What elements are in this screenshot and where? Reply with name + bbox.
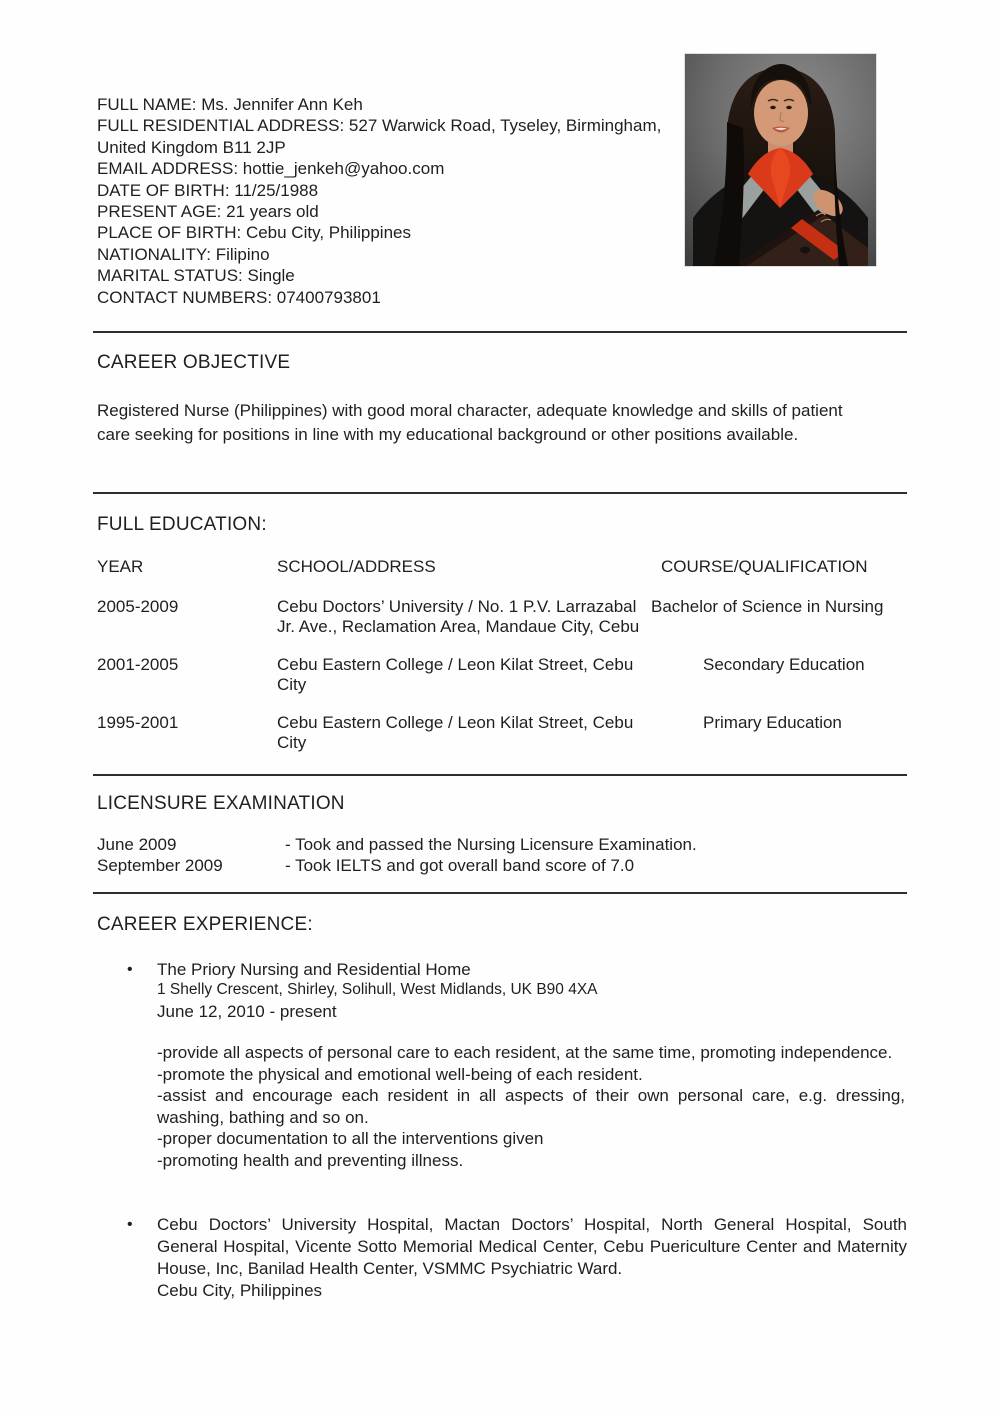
education-row (97, 597, 909, 637)
education-course: Bachelor of Science in Nursing (651, 597, 884, 616)
education-col-header-school: SCHOOL/ADDRESS (277, 557, 436, 576)
duty-item: -promoting health and preventing illness. (157, 1150, 464, 1170)
email-line: EMAIL ADDRESS: hottie_jenkeh@yahoo.com (97, 159, 445, 179)
education-course: Secondary Education (703, 655, 865, 674)
career-experience-title: CAREER EXPERIENCE: (97, 914, 313, 935)
education-row (97, 713, 909, 753)
marital-status-line: MARITAL STATUS: Single (97, 266, 295, 286)
contact-numbers-line: CONTACT NUMBERS: 07400793801 (97, 287, 381, 307)
education-row (97, 655, 909, 695)
bullet-icon: • (127, 1216, 133, 1233)
personal-info-section (97, 94, 677, 308)
licensure-list (97, 835, 909, 876)
age-line: PRESENT AGE: 21 years old (97, 202, 319, 222)
section-divider (93, 492, 907, 494)
bullet-icon: • (127, 961, 133, 978)
education-year: 2005-2009 (97, 597, 179, 616)
career-objective-title: CAREER OBJECTIVE (97, 352, 291, 373)
full-name-line: FULL NAME: Ms. Jennifer Ann Keh (97, 95, 363, 114)
education-year: 1995-2001 (97, 713, 179, 732)
job-period: June 12, 2010 - present (157, 1002, 337, 1021)
duty-item: -assist and encourage each resident in all aspects of their own personal care, e.g. dressing, washing, bathing and so on. (157, 1086, 905, 1127)
licensure-description: - Took IELTS and got overall band score of 7.0 (285, 855, 635, 875)
licensure-date: September 2009 (97, 855, 223, 875)
job-name: The Priory Nursing and Residential Home (157, 960, 471, 979)
education-school: Cebu Eastern College / Leon Kilat Street, Cebu City (277, 655, 634, 694)
section-divider (93, 892, 907, 894)
graduate-photo (684, 53, 877, 267)
education-col-header-year: YEAR (97, 557, 144, 576)
duty-item: -provide all aspects of personal care to each resident, at the same time, promoting independence. (157, 1043, 893, 1062)
graduate-photo-illustration (685, 54, 876, 266)
licensure-item (97, 856, 909, 877)
job-duties (157, 1042, 905, 1172)
licensure-title: LICENSURE EXAMINATION (97, 793, 345, 814)
job-address: 1 Shelly Crescent, Shirley, Solihull, West Midlands, UK B90 4XA (157, 981, 598, 998)
job-name: Cebu Doctors’ University Hospital, Mactan Doctors’ Hospital, North General Hospital, South General Hospital, Vicente Sotto Memorial Medical Center, Cebu Puericulture Center and Maternity House, Inc, Banilad Health Center, VSMMC Psychiatric Ward. (157, 1215, 907, 1278)
licensure-description: - Took and passed the Nursing Licensure Examination. (285, 835, 697, 854)
nationality-line: NATIONALITY: Filipino (97, 244, 270, 264)
education-school: Cebu Eastern College / Leon Kilat Street, Cebu City (277, 713, 634, 752)
job-entry (127, 1214, 907, 1302)
career-objective-text: Registered Nurse (Philippines) with good moral character, adequate knowledge and skills of patient care seeking for positions in line with my educational background or other positions available. (97, 401, 843, 444)
section-divider (93, 331, 907, 333)
date-of-birth-line: DATE OF BIRTH: 11/25/1988 (97, 180, 319, 200)
licensure-date: June 2009 (97, 835, 177, 854)
job-location: Cebu City, Philippines (157, 1281, 323, 1300)
education-table (97, 557, 909, 771)
education-year: 2001-2005 (97, 655, 179, 674)
education-school: Cebu Doctors’ University / No. 1 P.V. Larrazabal Jr. Ave., Reclamation Area, Mandaue City, Cebu (277, 597, 640, 636)
section-divider (93, 774, 907, 776)
duty-item: -proper documentation to all the interventions given (157, 1129, 544, 1149)
education-col-header-course: COURSE/QUALIFICATION (661, 557, 868, 576)
education-course: Primary Education (703, 713, 842, 732)
licensure-item (97, 835, 909, 856)
job-entry (127, 959, 907, 1022)
education-title: FULL EDUCATION: (97, 514, 267, 535)
address-line: FULL RESIDENTIAL ADDRESS: 527 Warwick Road, Tyseley, Birmingham, United Kingdom B11 2JP (97, 116, 662, 157)
education-header-row (97, 557, 909, 577)
duty-item: -promote the physical and emotional well-being of each resident. (157, 1064, 643, 1084)
place-of-birth-line: PLACE OF BIRTH: Cebu City, Philippines (97, 223, 411, 243)
